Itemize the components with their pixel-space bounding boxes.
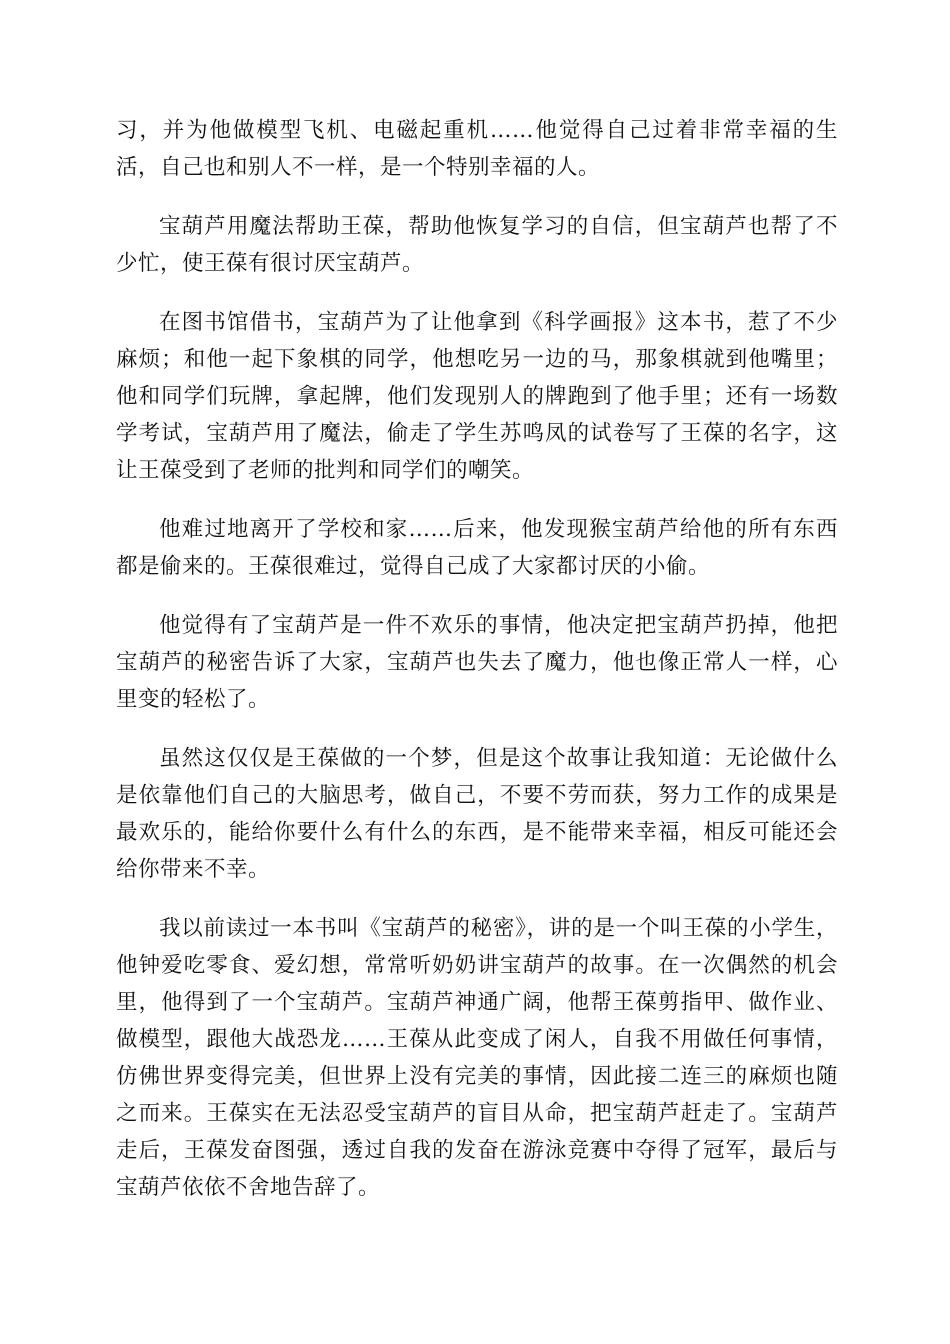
paragraph-1: 习，并为他做模型飞机、电磁起重机……他觉得自己过着非常幸福的生活，自己也和别人不一样，是一个特别幸福的人。 <box>116 118 838 180</box>
paragraph-4: 他难过地离开了学校和家……后来，他发现猴宝葫芦给他的所有东西都是偷来的。王葆很难过，觉得自己成了大家都讨厌的小偷。 <box>116 517 838 579</box>
paragraph-2: 宝葫芦用魔法帮助王葆，帮助他恢复学习的自信，但宝葫芦也帮了不少忙，使王葆有很讨厌宝葫芦。 <box>116 214 838 276</box>
paragraph-7: 我以前读过一本书叫《宝葫芦的秘密》，讲的是一个叫王葆的小学生，他钟爱吃零食、爱幻想，常常听奶奶讲宝葫芦的故事。在一次偶然的机会里，他得到了一个宝葫芦。宝葫芦神通广阔，他帮王葆剪指甲、做作业、做模型，跟他大战恐龙……王葆从此变成了闲人，自我不用做任何事情，仿佛世界变得完美，但世界上没有完美的事情，因此接二连三的麻烦也随之而来。王葆实在无法忍受宝葫芦的盲目从命，把宝葫芦赶走了。宝葫芦走后，王葆发奋图强，透过自我的发奋在游泳竞赛中夺得了冠军，最后与宝葫芦依依不舍地告辞了。 <box>116 916 838 1200</box>
paragraph-5: 他觉得有了宝葫芦是一件不欢乐的事情，他决定把宝葫芦扔掉，他把宝葫芦的秘密告诉了大家，宝葫芦也失去了魔力，他也像正常人一样，心里变的轻松了。 <box>116 613 838 712</box>
document-page <box>116 112 838 1228</box>
paragraph-3: 在图书馆借书，宝葫芦为了让他拿到《科学画报》这本书，惹了不少麻烦；和他一起下象棋的同学，他想吃另一边的马，那象棋就到他嘴里；他和同学们玩牌，拿起牌，他们发现别人的牌跑到了他手里；还有一场数学考试，宝葫芦用了魔法，偷走了学生苏鸣凤的试卷写了王葆的名字，这让王葆受到了老师的批判和同学们的嘲笑。 <box>116 310 838 483</box>
paragraph-6: 虽然这仅仅是王葆做的一个梦，但是这个故事让我知道：无论做什么是依靠他们自己的大脑思考，做自己，不要不劳而获，努力工作的成果是最欢乐的，能给你要什么有什么的东西，是不能带来幸福，相反可能还会给你带来不幸。 <box>116 746 838 882</box>
